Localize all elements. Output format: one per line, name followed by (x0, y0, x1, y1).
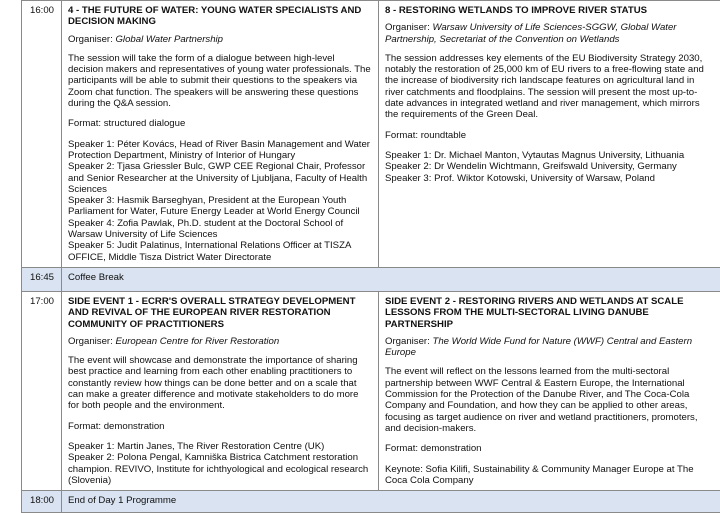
schedule-row (22, 291, 720, 490)
session-format: Format: demonstration (68, 421, 372, 432)
organiser: Organiser: Global Water Partnership (68, 34, 372, 45)
session-format: Format: roundtable (385, 130, 714, 141)
session-format: Format: demonstration (385, 443, 714, 454)
session-8-cell (379, 1, 720, 268)
session-format: Format: structured dialogue (68, 118, 372, 129)
end-row (22, 491, 720, 513)
programme-table (21, 0, 720, 513)
break-row (22, 267, 720, 291)
session-4-cell (62, 1, 379, 268)
session-title: SIDE EVENT 1 - ECRR'S OVERALL STRATEGY DEVELOPMENT AND REVIVAL OF THE EUROPEAN RIVER RESTORATION COMMUNITY OF PRACTITIONERS (68, 296, 372, 330)
speaker: Speaker 1: Martin Janes, The River Restoration Centre (UK) (68, 441, 372, 452)
schedule-row (22, 1, 720, 268)
side-event-2-cell (379, 291, 720, 490)
keynote: Keynote: Sofia Kilifi, Sustainability & Community Manager Europe at The Coca Cola Company (385, 464, 714, 487)
speaker: Speaker 2: Polona Pengal, Kamniška Bistrica Catchment restoration champion. REVIVO, Institute for ichthyological and ecological research (Slovenia) (68, 452, 372, 486)
time-cell: 16:45 (22, 267, 62, 291)
session-title: 4 - THE FUTURE OF WATER: YOUNG WATER SPECIALISTS AND DECISION MAKING (68, 5, 372, 28)
speaker: Speaker 3: Hasmik Barseghyan, President at the European Youth Parliament for Water, Future Energy Leader at World Energy Council (68, 195, 372, 218)
speaker: Speaker 3: Prof. Wiktor Kotowski, University of Warsaw, Poland (385, 173, 714, 184)
speaker: Speaker 1: Péter Kovács, Head of River Basin Management and Water Protection Department, Ministry of Interior of Hungary (68, 139, 372, 162)
speaker: Speaker 1: Dr. Michael Manton, Vytautas Magnus University, Lithuania (385, 150, 714, 161)
time-cell: 16:00 (22, 1, 62, 268)
organiser: Organiser: Warsaw University of Life Sciences-SGGW, Global Water Partnership, Secretariat of the Convention on Wetlands (385, 22, 714, 45)
organiser: Organiser: The World Wide Fund for Nature (WWF) Central and Eastern Europe (385, 336, 714, 359)
side-event-1-cell (62, 291, 379, 490)
session-description: The event will showcase and demonstrate the importance of sharing best practice and learning from each other enabling practitioners to constantly review how things can be done better and on a scale that can make a greater difference and motivate stakeholders to do more for both people and the environment. (68, 355, 372, 411)
time-cell: 17:00 (22, 291, 62, 490)
speaker: Speaker 5: Judit Palatinus, International Relations Officer at TISZA OFFICE, Middle Tisza District Water Directorate (68, 240, 372, 263)
break-label: Coffee Break (62, 267, 720, 291)
end-label: End of Day 1 Programme (62, 491, 720, 513)
time-cell: 18:00 (22, 491, 62, 513)
session-title: 8 - RESTORING WETLANDS TO IMPROVE RIVER STATUS (385, 5, 714, 16)
session-description: The event will reflect on the lessons learned from the multi-sectoral partnership between WWF Central & Eastern Europe, the International Commission for the Protection of the Danube River, and The Coca-Cola Company and Foundation, and how they can be applied to other areas, focusing as target audience on river and wetland practitioners, promoters, and decision-makers. (385, 366, 714, 434)
speaker: Speaker 2: Dr Wendelin Wichtmann, Greifswald University, Germany (385, 161, 714, 172)
session-description: The session addresses key elements of the EU Biodiversity Strategy 2030, notably the restoration of 25,000 km of EU rivers to a free-flowing state and the increase of biodiversity rich landscape features on agricultural land in river catchments and floodplains. The session will present the most up-to-date advances in integrated wetland and river management, which mirrors the requirements of the Green Deal. (385, 53, 714, 121)
speaker: Speaker 2: Tjasa Griessler Bulc, GWP CEE Regional Chair, Professor and Senior Researcher at the University of Ljubljana, Faculty of Health Sciences (68, 161, 372, 195)
speaker: Speaker 4: Zofia Pawlak, Ph.D. student at the Doctoral School of Warsaw University of Life Sciences (68, 218, 372, 241)
session-description: The session will take the form of a dialogue between high-level decision makers and representatives of young water professionals. The participants will be able to submit their questions to the speakers via Zoom chat function. The speakers will be answering these questions during the Q&A session. (68, 53, 372, 109)
session-title: SIDE EVENT 2 - RESTORING RIVERS AND WETLANDS AT SCALE LESSONS FROM THE MULTI-SECTORAL LIVING DANUBE PARTNERSHIP (385, 296, 714, 330)
organiser: Organiser: European Centre for River Restoration (68, 336, 372, 347)
